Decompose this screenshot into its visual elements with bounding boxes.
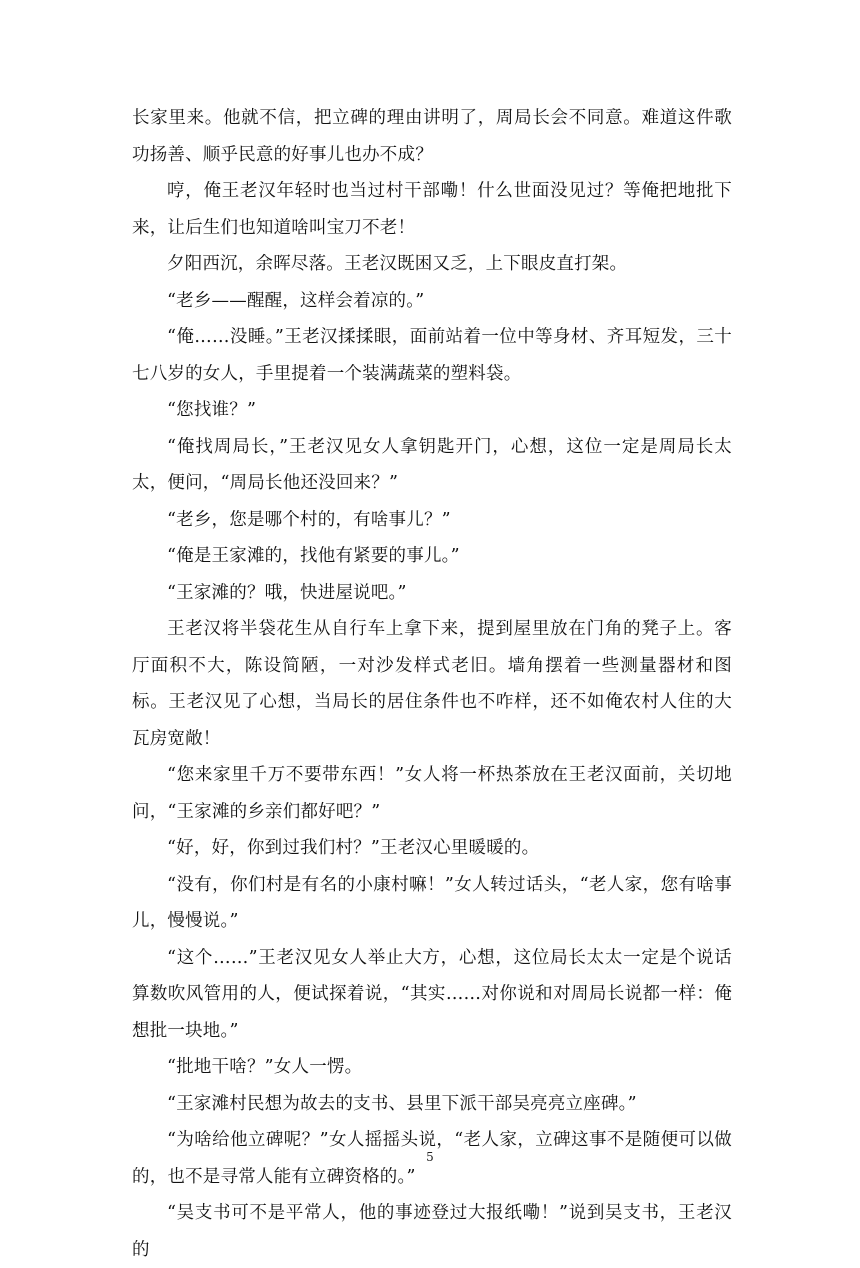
- paragraph-7: “俺找周局长，”王老汉见女人拿钥匙开门，心想，这位一定是周局长太太，便问，“周局长他还没回来？”: [132, 436, 732, 493]
- paragraph-6: “您找谁？”: [167, 400, 257, 420]
- paragraph-8: “老乡，您是哪个村的，有啥事儿？”: [167, 509, 451, 530]
- paragraph-4: “老乡——醒醒，这样会着凉的。”: [167, 290, 425, 311]
- paragraph-5: “俺……没睡。”王老汉揉揉眼，面前站着一位中等身材、齐耳短发，三十七八岁的女人，手里提着一个装满蔬菜的塑料袋。: [132, 327, 732, 384]
- paragraph-1: 长家里来。他就不信，把立碑的理由讲明了，周局长会不同意。难道这件歌功扬善、顺乎民意的好事儿也办不成？: [132, 108, 732, 165]
- body-text: [132, 100, 732, 1268]
- paragraph-11: 王老汉将半袋花生从自行车上拿下来，提到屋里放在门角的凳子上。客厅面积不大，陈设简陋，一对沙发样式老旧。墙角摆着一些测量器材和图标。王老汉见了心想，当局长的居住条件也不咋样，还不如俺农村人住的大瓦房宽敞！: [132, 619, 732, 749]
- paragraph-13: “好，好，你到过我们村？”王老汉心里暖暖的。: [167, 838, 540, 858]
- paragraph-2: 哼，俺王老汉年轻时也当过村干部嘞！什么世面没见过？等俺把地批下来，让后生们也知道啥叫宝刀不老！: [132, 181, 732, 238]
- paragraph-9: “俺是王家滩的，找他有紧要的事儿。”: [167, 546, 460, 566]
- paragraph-19: “吴支书可不是平常人，他的事迹登过大报纸嘞！”说到吴支书，王老汉的: [132, 1203, 732, 1260]
- paragraph-16: “批地干啥？”女人一愣。: [167, 1057, 363, 1077]
- paragraph-17: “王家滩村民想为故去的支书、县里下派干部吴亮亮立座碑。”: [167, 1093, 637, 1114]
- page-number: 5: [426, 1150, 434, 1164]
- paragraph-12: “您来家里千万不要带东西！”女人将一杯热茶放在王老汉面前，关切地问，“王家滩的乡亲们都好吧？”: [132, 765, 732, 822]
- paragraph-3: 夕阳西沉，余晖尽落。王老汉既困又乏，上下眼皮直打架。: [167, 254, 628, 274]
- paragraph-10: “王家滩的？哦，快进屋说吧。”: [167, 582, 407, 603]
- paragraph-18: “为啥给他立碑呢？”女人摇摇头说，“老人家，立碑这事不是随便可以做的，也不是寻常人能有立碑资格的。”: [132, 1130, 732, 1187]
- paragraph-15: “这个……”王老汉见女人举止大方，心想，这位局长太太一定是个说话算数吹风管用的人，便试探着说，“其实……对你说和对周局长说都一样：俺想批一块地。”: [132, 947, 732, 1041]
- paragraph-14: “没有，你们村是有名的小康村嘛！”女人转过话头，“老人家，您有啥事儿，慢慢说。”: [132, 874, 732, 931]
